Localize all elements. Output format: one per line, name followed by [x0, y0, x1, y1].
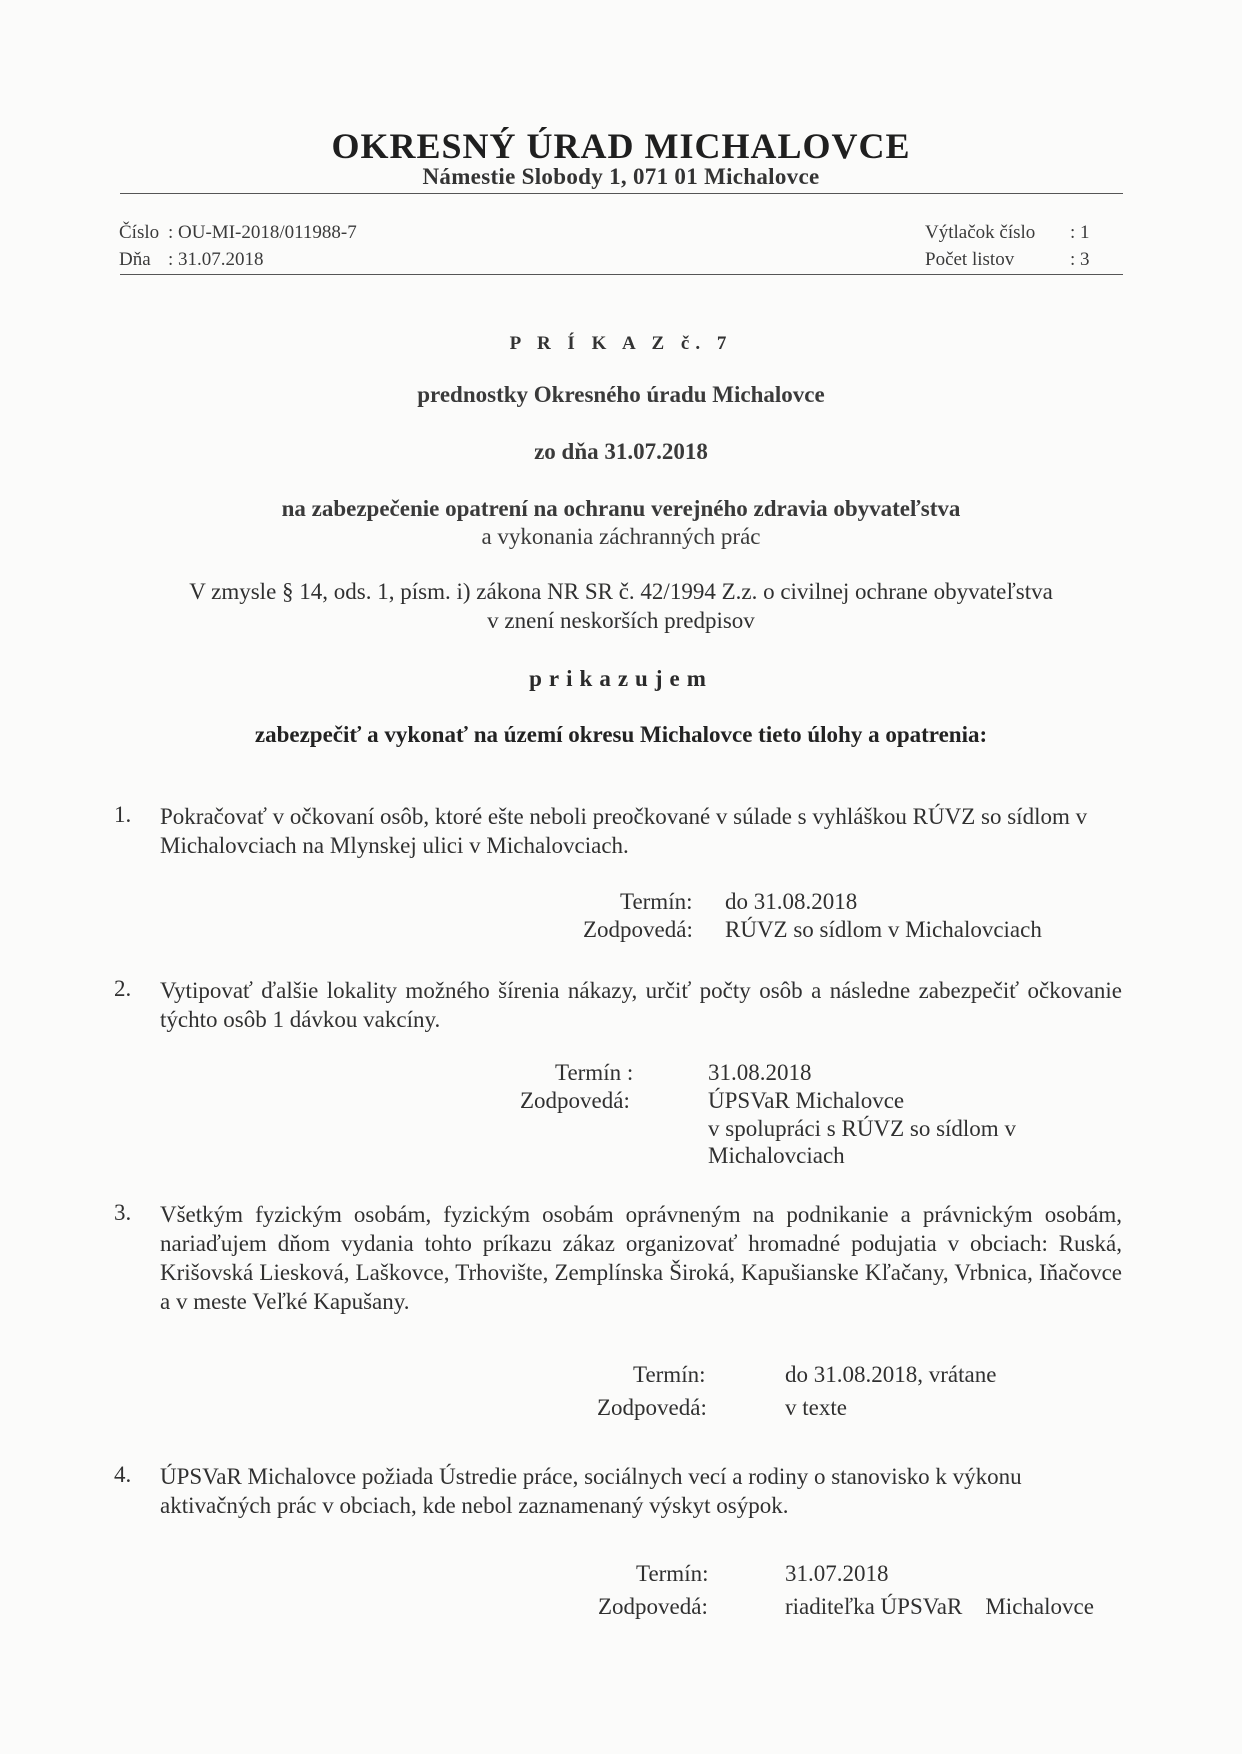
zodpoveda-value: riaditeľka ÚPSVaR Michalovce — [785, 1594, 1094, 1619]
command-word: prikazujem — [529, 666, 713, 691]
dna-value: : 31.07.2018 — [168, 249, 264, 270]
zodpoveda-value-2: v spolupráci s RÚVZ so sídlom v — [708, 1116, 1016, 1141]
vytlacok-value: : 1 — [1070, 222, 1090, 243]
zodpoveda-value: RÚVZ so sídlom v Michalovciach — [725, 917, 1042, 942]
office-name: OKRESNÝ ÚRAD MICHALOVCE — [331, 126, 911, 166]
termin-label: Termín: — [636, 1561, 709, 1586]
item-number: 2. — [114, 976, 132, 1001]
termin-value: 31.07.2018 — [785, 1561, 889, 1586]
zodpoveda-label: Zodpovedá: — [520, 1088, 630, 1113]
prikaz-heading: P R Í K A Z č. 7 — [509, 333, 733, 354]
termin-label: Termín : — [555, 1060, 634, 1085]
item-number: 3. — [114, 1200, 132, 1225]
termin-value: do 31.08.2018 — [725, 889, 858, 914]
purpose-line-1: na zabezpečenie opatrení na ochranu verejného zdravia obyvateľstva — [281, 496, 961, 521]
zodpoveda-value-3: Michalovciach — [708, 1143, 845, 1168]
item-text: Pokračovať v očkovaní osôb, ktoré ešte neboli preočkované v súlade s vyhláškou RÚVZ so sídlom v Michalovciach na Mlynskej ulici v Michalovciach. — [160, 804, 1088, 858]
termin-label: Termín: — [620, 889, 693, 914]
listov-label: Počet listov — [925, 249, 1015, 270]
zodpoveda-label: Zodpovedá: — [598, 1594, 708, 1619]
legal-basis-line-2: v znení neskorších predpisov — [487, 608, 755, 633]
purpose-line-2: a vykonania záchranných prác — [481, 524, 761, 549]
listov-value: : 3 — [1070, 249, 1090, 270]
dna-label: Dňa — [119, 249, 151, 270]
termin-value: do 31.08.2018, vrátane — [785, 1362, 997, 1387]
meta-divider — [120, 274, 1123, 275]
cislo-value: : OU-MI-2018/011988-7 — [168, 222, 357, 243]
vytlacok-label: Výtlačok číslo — [925, 222, 1036, 243]
cislo-label: Číslo — [119, 222, 160, 243]
header-divider — [120, 193, 1123, 194]
legal-basis-line-1: V zmysle § 14, ods. 1, písm. i) zákona NR SR č. 42/1994 Z.z. o civilnej ochrane obyvateľstva — [189, 579, 1053, 604]
date-line: zo dňa 31.07.2018 — [534, 439, 708, 464]
item-text: ÚPSVaR Michalovce požiada Ústredie práce, sociálnych vecí a rodiny o stanovisko k výkonu aktivačných prác v obciach, kde nebol zaznamenaný výskyt osýpok. — [160, 1464, 1022, 1518]
zodpoveda-value-1: ÚPSVaR Michalovce — [708, 1088, 905, 1113]
item-text: Vytipovať ďalšie lokality možného šírenia nákazy, určiť počty osôb a následne zabezpečiť očkovanie týchto osôb 1 dávkou vakcíny. — [160, 978, 1122, 1032]
zodpoveda-value: v texte — [785, 1395, 847, 1420]
item-number: 1. — [114, 802, 132, 827]
issuer-line: prednostky Okresného úradu Michalovce — [417, 382, 825, 407]
office-address: Námestie Slobody 1, 071 01 Michalovce — [422, 164, 820, 189]
zodpoveda-label: Zodpovedá: — [583, 917, 693, 942]
item-number: 4. — [114, 1462, 132, 1487]
termin-label: Termín: — [633, 1362, 706, 1387]
termin-value: 31.08.2018 — [708, 1060, 812, 1085]
item-text: Všetkým fyzickým osobám, fyzickým osobám oprávneným na podnikanie a právnickým osobám, nariaďujem dňom vydania tohto príkazu zákaz organizovať hromadné podujatia v obciach: Ruská, Krišovská Liesková, Laškovce, Trhovište, Zemplínska Široká, Kapušianske Kľačany, Vrbnica, Iňačovce a v meste Veľké Kapušany. — [160, 1202, 1122, 1314]
intro-line: zabezpečiť a vykonať na území okresu Michalovce tieto úlohy a opatrenia: — [254, 722, 988, 747]
zodpoveda-label: Zodpovedá: — [597, 1395, 707, 1420]
